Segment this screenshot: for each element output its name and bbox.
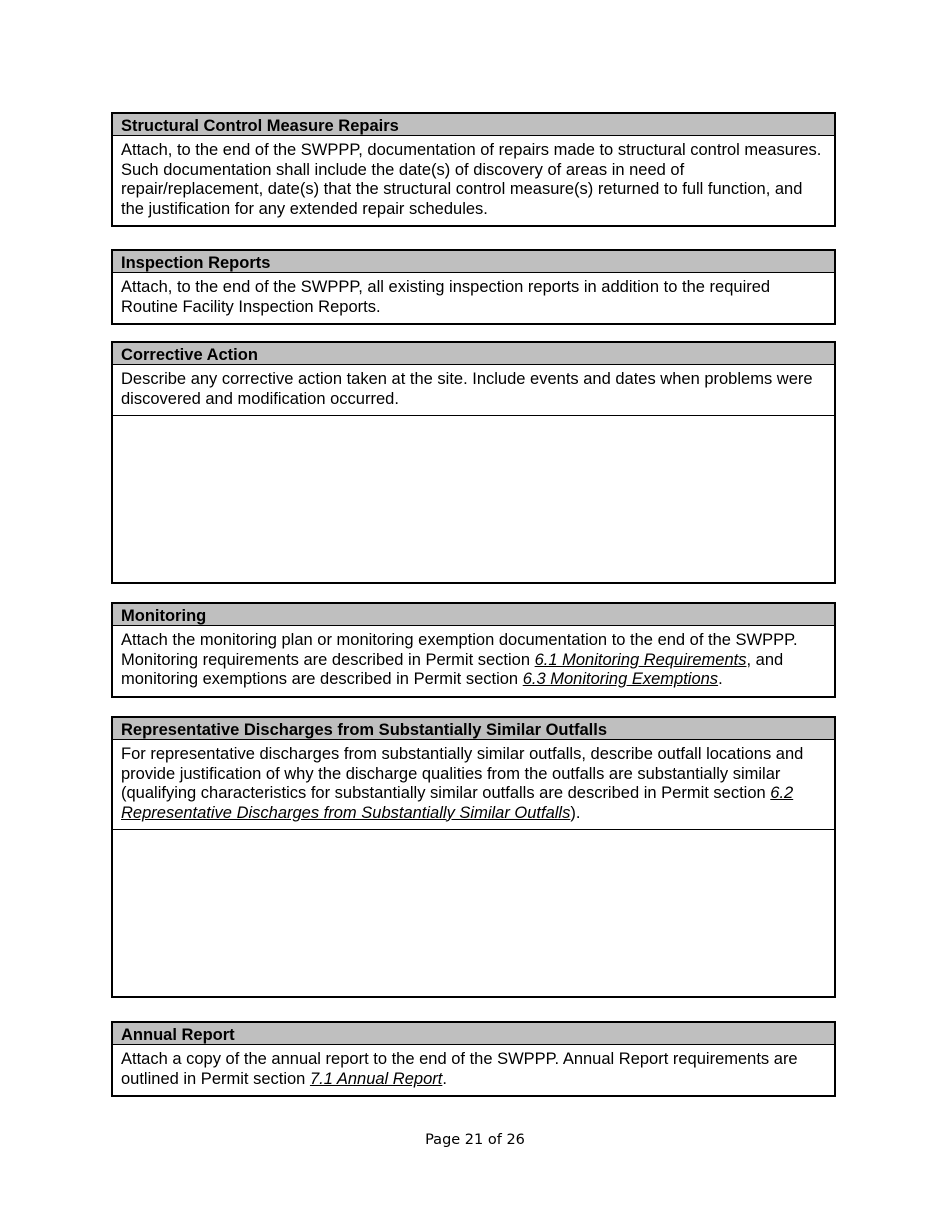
section-instructions	[113, 740, 834, 830]
section-title: Annual Report	[113, 1023, 834, 1045]
text-segment: For representative discharges from substantially similar outfalls, describe outfall locations and provide justification of why the discharge qualities from the outfalls are substantially similar (qualifying characteristics for substantially similar outfalls are described in Permit section	[121, 745, 804, 802]
representative-discharges-section	[111, 716, 836, 998]
permit-reference-link[interactable]: 6.1 Monitoring Requirements	[534, 650, 747, 669]
text-segment: Attach a copy of the annual report to the end of the SWPPP. Annual Report requirements are outlined in Permit section	[121, 1050, 798, 1088]
annual-report-section	[111, 1021, 836, 1097]
section-title: Monitoring	[113, 604, 834, 626]
page-number: Page 21 of 26	[425, 1132, 525, 1148]
text-segment: .	[718, 670, 723, 688]
section-title: Inspection Reports	[113, 251, 834, 273]
corrective-action-response-field[interactable]	[113, 416, 834, 582]
section-title: Representative Discharges from Substantially Similar Outfalls	[113, 718, 834, 740]
monitoring-section	[111, 602, 836, 698]
permit-reference-link[interactable]: 7.1 Annual Report	[309, 1069, 443, 1088]
section-title: Corrective Action	[113, 343, 834, 365]
section-instructions: Describe any corrective action taken at the site. Include events and dates when problems were discovered and modification occurred.	[113, 365, 834, 416]
section-instructions: Attach, to the end of the SWPPP, all existing inspection reports in addition to the required Routine Facility Inspection Reports.	[121, 278, 771, 316]
text-segment: Attach the monitoring plan or monitoring exemption documentation to the end of the SWPPP. Monitoring requirements are described in Permit section	[121, 631, 798, 669]
section-instructions: Attach, to the end of the SWPPP, documentation of repairs made to structural control measures. Such documentation shall include the date(s) of discovery of areas in need of repair/replacement, date(s) that the structural control measure(s) returned to full function, and the justification for any extended repair schedules.	[121, 141, 822, 218]
section-instructions	[113, 1045, 834, 1095]
corrective-action-section	[111, 341, 836, 584]
representative-discharges-response-field[interactable]	[113, 830, 834, 996]
text-segment: .	[442, 1069, 447, 1088]
section-title: Structural Control Measure Repairs	[113, 114, 834, 136]
permit-reference-link[interactable]: 6.2 Representative Discharges from Substantially Similar Outfalls	[121, 784, 794, 822]
structural-repairs-section	[111, 112, 836, 227]
permit-reference-link[interactable]: 6.3 Monitoring Exemptions	[522, 670, 719, 688]
inspection-reports-section	[111, 249, 836, 325]
text-segment: ).	[570, 803, 581, 822]
text-segment: , and monitoring exemptions are described in Permit section	[121, 650, 784, 688]
section-instructions	[113, 626, 834, 696]
